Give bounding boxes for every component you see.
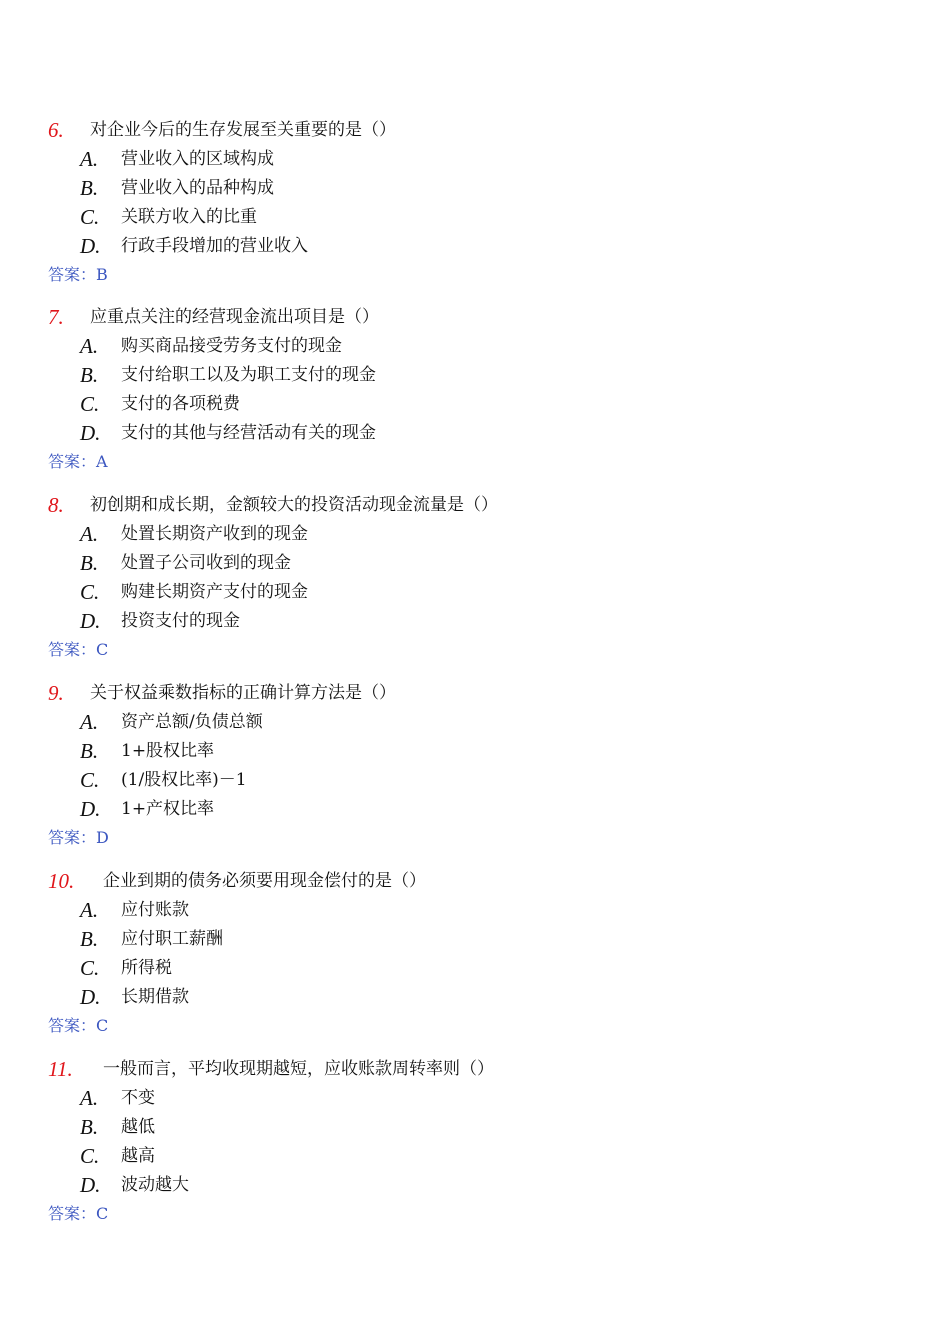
option-d [0, 983, 950, 1012]
option-text: 越低 [121, 1117, 155, 1137]
option-letter: C. [80, 1144, 100, 1168]
answer-line [0, 1200, 950, 1228]
option-letter: A. [80, 522, 99, 546]
question-10 [0, 867, 950, 1040]
question-text: 初创期和成长期，金额较大的投资活动现金流量是（） [90, 495, 498, 515]
option-letter: C. [80, 956, 100, 980]
option-text: 关联方收入的比重 [121, 207, 257, 227]
option-text: 支付给职工以及为职工支付的现金 [121, 365, 376, 385]
option-c [0, 766, 950, 795]
option-text: 处置子公司收到的现金 [121, 553, 291, 573]
option-b [0, 737, 950, 766]
option-text: 支付的其他与经营活动有关的现金 [121, 423, 376, 443]
question-line [0, 867, 950, 896]
option-letter: D. [80, 797, 101, 821]
answer-text: 答案：A [48, 452, 108, 471]
option-letter: A. [80, 898, 99, 922]
question-line [0, 116, 950, 145]
option-letter: A. [80, 147, 99, 171]
answer-text: 答案：C [48, 1016, 109, 1035]
option-text: 营业收入的区域构成 [121, 149, 274, 169]
option-text: 应付账款 [121, 900, 189, 920]
question-line [0, 1055, 950, 1084]
answer-line [0, 1012, 950, 1040]
option-d [0, 419, 950, 448]
option-letter: C. [80, 768, 100, 792]
option-b [0, 1113, 950, 1142]
option-b [0, 549, 950, 578]
option-d [0, 232, 950, 261]
option-a [0, 896, 950, 925]
option-letter: B. [80, 739, 99, 763]
option-letter: D. [80, 609, 101, 633]
question-8 [0, 491, 950, 664]
option-a [0, 708, 950, 737]
question-line [0, 491, 950, 520]
option-letter: C. [80, 392, 100, 416]
option-c [0, 203, 950, 232]
option-letter: B. [80, 363, 99, 387]
option-letter: A. [80, 334, 99, 358]
question-9 [0, 679, 950, 852]
option-a [0, 1084, 950, 1113]
question-number: 6. [48, 118, 64, 142]
question-6 [0, 116, 950, 289]
option-b [0, 925, 950, 954]
option-letter: C. [80, 580, 100, 604]
question-number: 7. [48, 305, 64, 329]
option-letter: B. [80, 176, 99, 200]
option-a [0, 520, 950, 549]
option-text: 所得税 [121, 958, 172, 978]
option-text: 资产总额/负债总额 [121, 712, 263, 732]
option-letter: A. [80, 1086, 99, 1110]
option-text: (1/股权比率)－1 [121, 770, 247, 790]
option-a [0, 145, 950, 174]
option-letter: B. [80, 551, 99, 575]
answer-line [0, 448, 950, 476]
question-11 [0, 1055, 950, 1228]
option-a [0, 332, 950, 361]
option-letter: C. [80, 205, 100, 229]
question-number: 9. [48, 681, 64, 705]
question-line [0, 679, 950, 708]
option-text: 不变 [121, 1088, 155, 1108]
option-text: 行政手段增加的营业收入 [121, 236, 308, 256]
option-text: 波动越大 [121, 1175, 189, 1195]
option-letter: B. [80, 1115, 99, 1139]
option-text: 1+产权比率 [121, 799, 215, 819]
option-text: 购建长期资产支付的现金 [121, 582, 308, 602]
option-text: 越高 [121, 1146, 155, 1166]
option-letter: A. [80, 710, 99, 734]
answer-line [0, 636, 950, 664]
option-c [0, 954, 950, 983]
option-d [0, 795, 950, 824]
option-d [0, 607, 950, 636]
option-letter: D. [80, 985, 101, 1009]
answer-text: 答案：C [48, 1204, 109, 1223]
option-letter: D. [80, 421, 101, 445]
option-text: 支付的各项税费 [121, 394, 240, 414]
option-letter: D. [80, 1173, 101, 1197]
question-text: 关于权益乘数指标的正确计算方法是（） [90, 683, 396, 703]
question-number: 11. [48, 1057, 73, 1081]
answer-text: 答案：C [48, 640, 109, 659]
option-letter: B. [80, 927, 99, 951]
option-d [0, 1171, 950, 1200]
option-c [0, 1142, 950, 1171]
option-text: 处置长期资产收到的现金 [121, 524, 308, 544]
question-text: 应重点关注的经营现金流出项目是（） [90, 307, 379, 327]
question-text: 企业到期的债务必须要用现金偿付的是（） [103, 871, 426, 891]
question-line [0, 303, 950, 332]
question-7 [0, 303, 950, 476]
option-text: 投资支付的现金 [121, 611, 240, 631]
answer-text: 答案：D [48, 828, 109, 847]
option-b [0, 174, 950, 203]
answer-text: 答案：B [48, 265, 108, 284]
question-number: 8. [48, 493, 64, 517]
option-c [0, 390, 950, 419]
option-text: 营业收入的品种构成 [121, 178, 274, 198]
option-letter: D. [80, 234, 101, 258]
option-text: 长期借款 [121, 987, 189, 1007]
question-text: 对企业今后的生存发展至关重要的是（） [90, 120, 396, 140]
option-b [0, 361, 950, 390]
option-text: 1+股权比率 [121, 741, 215, 761]
answer-line [0, 261, 950, 289]
option-text: 应付职工薪酬 [121, 929, 223, 949]
question-number: 10. [48, 869, 75, 893]
question-text: 一般而言，平均收现期越短，应收账款周转率则（） [103, 1059, 494, 1079]
answer-line [0, 824, 950, 852]
option-text: 购买商品接受劳务支付的现金 [121, 336, 342, 356]
option-c [0, 578, 950, 607]
